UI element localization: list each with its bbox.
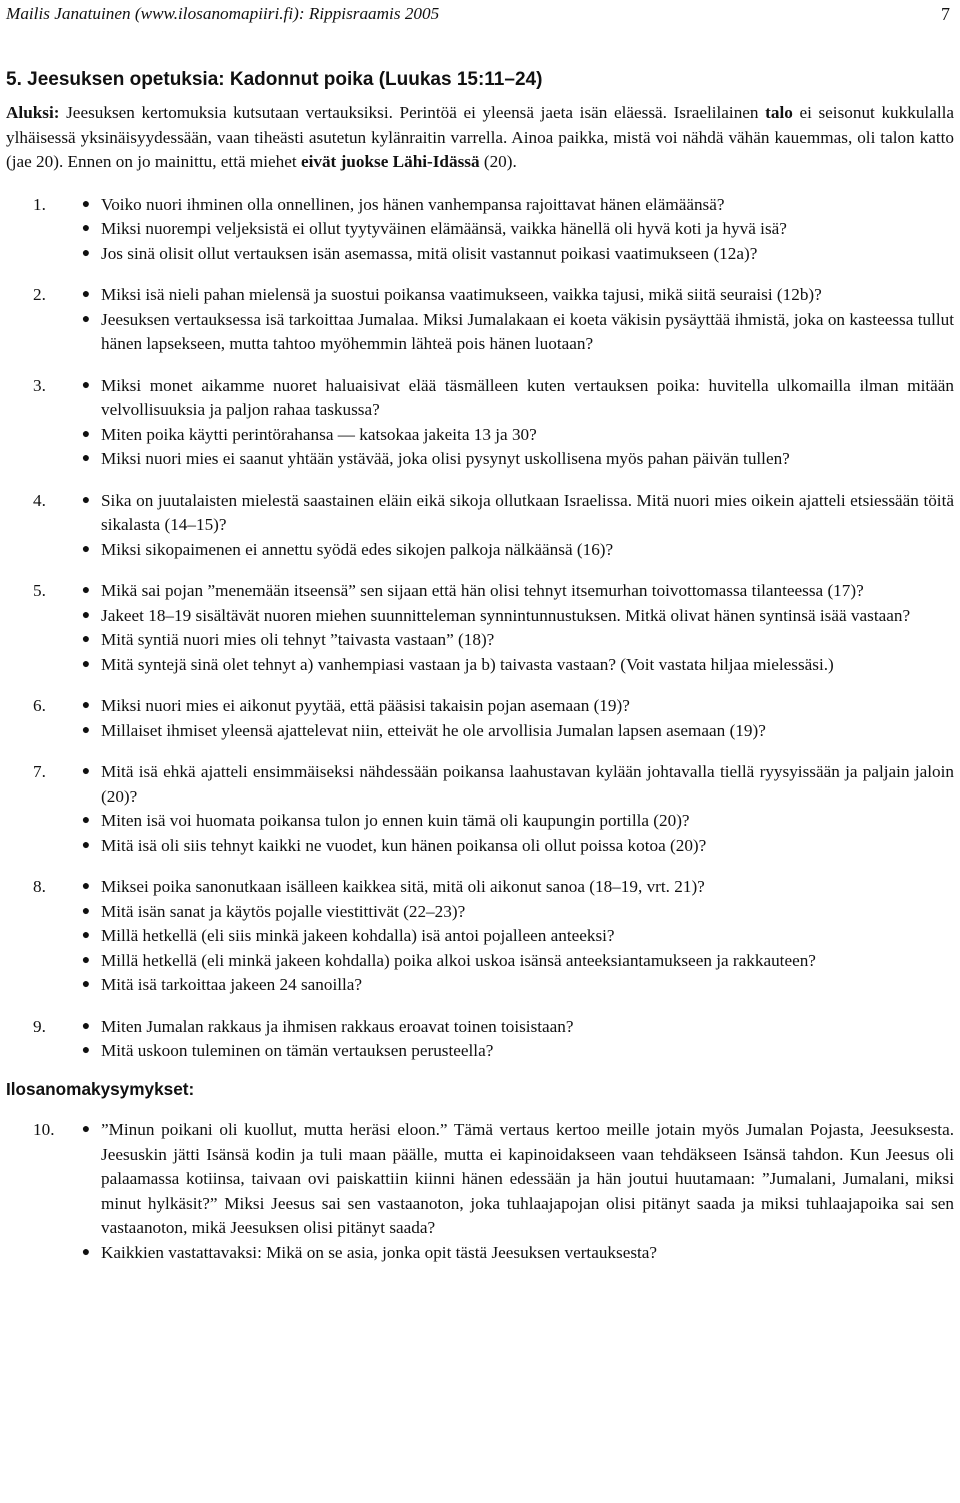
question-item [81,719,954,744]
bullet-icon: ● [81,764,91,779]
question-text: Mitä isä oli siis tehnyt kaikki ne vuodet, kun hänen poikansa oli ollut poissa kotoa (20)? [101,835,707,855]
question-group [6,374,954,472]
question-item [81,1241,954,1266]
question-text: Millä hetkellä (eli minkä jakeen kohdalla) poika alkoi uskoa isänsä anteeksiantamukseen ja rakkauteen? [101,950,816,970]
question-group [6,875,954,998]
intro-bold-2: eivät juokse Lähi-Idässä [300,152,480,171]
question-number: 7. [33,762,46,781]
question-item [81,283,954,308]
bullet-icon: ● [81,451,91,466]
intro-paragraph [6,101,954,175]
question-item [81,374,954,423]
section-title: 5. Jeesuksen opetuksia: Kadonnut poika (Luukas 15:11–24) [6,69,543,90]
question-text: Jeesuksen vertauksessa isä tarkoittaa Jumalaa. Miksi Jumalakaan ei koeta väkisin pysäyttää ihmistä, joka on kasteessa tullut hänen lapsekseen, mutta tahtoo myöhemmin lähteä pois hänen luotaan? [101,309,954,353]
question-group [6,193,954,267]
bullet-icon: ● [81,311,91,327]
question-list [81,283,954,357]
question-item [81,875,954,900]
question-item [81,760,954,809]
question-item [81,489,954,538]
question-item [81,1039,954,1064]
question-list [81,374,954,472]
question-item [81,579,954,604]
question-item [81,1015,954,1040]
question-text: Miten Jumalan rakkaus ja ihmisen rakkaus eroavat toinen toisistaan? [101,1016,574,1036]
bullet-icon: ● [81,1018,91,1034]
bullet-icon: ● [81,196,91,212]
question-list [81,694,954,743]
question-item [81,900,954,925]
question-text: Mitä isä tarkoittaa jakeen 24 sanoilla? [101,975,363,994]
bullet-icon: ● [81,245,91,261]
question-number: 10. [33,1120,55,1139]
bullet-icon: ● [81,287,91,302]
question-item [81,242,954,267]
question-number: 9. [33,1016,46,1036]
bullet-icon: ● [81,492,91,508]
question-text: Miksi monet aikamme nuoret haluaisivat elää täsmälleen kuten vertauksen poika: huvitella ulkomailla ilman mitään velvollisuuksia ja paljon rahaa taskussa? [101,375,954,419]
question-number: 8. [33,877,46,896]
bullet-icon: ● [81,977,91,992]
question-item [81,628,954,653]
bullet-icon: ● [81,221,91,236]
question-item [81,447,954,472]
question-number: 2. [33,285,46,304]
question-number: 3. [33,375,46,395]
question-text: Mitä uskoon tuleminen on tämän vertauksen perusteella? [101,1041,494,1060]
question-text: Mikä sai pojan ”menemään itseensä” sen sijaan että hän olisi tehnyt itsemurhan toivottomassa tilanteessa (17)? [101,581,864,600]
bullet-icon: ● [81,656,91,672]
question-group [6,1015,954,1064]
subheading: Ilosanomakysymykset: [6,1078,195,1099]
question-text: Miksi nuori mies ei saanut yhtään ystävää, joka olisi pysynyt uskollisena myös pahan päivän tullen? [101,449,790,468]
question-item [81,694,954,719]
question-number: 5. [33,581,46,600]
bullet-icon: ● [81,698,91,713]
question-item [81,809,954,834]
question-text: Miten isä voi huomata poikansa tulon jo ennen kuin tämä oli kaupungin portilla (20)? [101,811,690,830]
document-page [6,0,954,1265]
question-item [81,973,954,998]
question-group [6,694,954,743]
intro-lead: Aluksi: [6,103,60,122]
question-number: 1. [33,194,46,214]
question-text: Miksi nuorempi veljeksistä ei ollut tyytyväinen elämäänsä, vaikka hänellä oli hyvä koti ja hyvä isä? [101,219,787,238]
question-item [81,949,954,974]
intro-text-2: ei seisonut kukkulalla ylhäisessä yksinäisyydessään, vaan tiheästi asutetun kylänraitin varrella. Ainoa paikka, mistä voi nähdä vähän kauemmas, oli talon katto (jae 20). Ennen on jo mainittu, että miehet [6,103,955,171]
bullet-icon: ● [81,426,91,442]
final-question-group [6,1118,954,1265]
question-list [81,1118,954,1265]
running-header [6,2,954,26]
question-group [6,283,954,357]
question-group [6,1118,954,1265]
question-list [81,875,954,998]
question-list [81,579,954,677]
question-list [81,193,954,267]
bullet-icon: ● [81,583,91,598]
question-group [6,760,954,858]
question-number: 6. [33,696,46,715]
question-text: Miten poika käytti perintörahansa — katsokaa jakeita 13 ja 30? [101,424,537,444]
question-number: 4. [33,490,46,510]
question-item [81,193,954,218]
bullet-icon: ● [81,632,91,647]
question-list [81,760,954,858]
bullet-icon: ● [81,377,91,393]
question-text: Jos sinä olisit ollut vertauksen isän asemassa, mitä olisit vastannut poikasi vaatimukseen (12a)? [101,243,758,263]
bullet-icon: ● [81,903,91,919]
bullet-icon: ● [81,1244,91,1260]
question-item [81,834,954,859]
question-list [81,489,954,563]
bullet-icon: ● [81,837,91,853]
question-text: Mitä isä ehkä ajatteli ensimmäiseksi nähdessään poikansa laahustavan kylään johtavalla tiellä ryysyissään ja paljain jaloin (20)? [101,762,954,806]
bullet-icon: ● [81,541,91,557]
bullet-icon: ● [81,879,91,894]
question-text: Sika on juutalaisten mielestä saastainen eläin eikä sikoja ollutkaan Israelissa. Mitä nuori mies oikein ajatteli etsiessään töitä sikalasta (14–15)? [101,490,954,534]
question-item [81,423,954,448]
question-text: Millaiset ihmiset yleensä ajattelevat niin, etteivät he ole arvollisia Jumalan lapsen asemaan (19)? [101,720,766,740]
question-text: Jakeet 18–19 sisältävät nuoren miehen suunnitteleman synnintunnustuksen. Mitkä olivat hänen syntinsä isää vastaan? [101,605,911,625]
question-text: Miksei poika sanonutkaan isälleen kaikkea sitä, mitä oli aikonut sanoa (18–19, vrt. 21)? [101,877,705,896]
question-item [81,308,954,357]
bullet-icon: ● [81,607,91,623]
page-number: 7 [941,4,950,24]
bullet-icon: ● [81,1122,91,1137]
question-item [81,217,954,242]
question-item [81,924,954,949]
question-group [6,489,954,563]
question-text: Kaikkien vastattavaksi: Mikä on se asia, jonka opit tästä Jeesuksen vertauksesta? [101,1242,658,1262]
question-groups [6,193,954,1064]
question-item [81,1118,954,1241]
header-left-text: Mailis Janatuinen (www.ilosanomapiiri.fi): Rippisraamis 2005 [6,4,440,23]
question-list [81,1015,954,1064]
bullet-icon: ● [81,813,91,828]
question-text: ”Minun poikani oli kuollut, mutta heräsi eloon.” Tämä vertaus kertoo meille jotain myös Jumalan Pojasta, Jeesuksesta. Jeesuskin jätti Isänsä kodin ja tuli maan päälle, mutta ei kapinoidakseen vaan tehdäkseen Isänsä tahdon. Kun Jeesus oli palaamassa kotiinsa, taivaan ovi paiskattiin kiinni hänen edessään ja hän joutui huutamaan: ”Jumalani, Jumalani, miksi minut hylkäsit?” Miksi Jeesus sai sen vastaanoton, joka tuhlaajapojan olisi pitänyt saada ja miksi tuhlaajapoika sai sen vastaanoton, mikä Jeesuksen olisi pitänyt saada? [101,1120,954,1237]
bullet-icon: ● [81,722,91,738]
question-item [81,653,954,678]
question-text: Millä hetkellä (eli siis minkä jakeen kohdalla) isä antoi pojalleen anteeksi? [101,926,615,945]
question-text: Miksi sikopaimenen ei annettu syödä edes sikojen palkoja nälkäänsä (16)? [101,539,614,559]
question-text: Mitä syntiä nuori mies oli tehnyt ”taivasta vastaan” (18)? [101,630,495,649]
question-text: Mitä syntejä sinä olet tehnyt a) vanhempiasi vastaan ja b) taivasta vastaan? (Voit vastata hiljaa mielessäsi.) [101,654,834,674]
question-text: Miksi isä nieli pahan mielensä ja suostui poikansa vaatimukseen, vaikka tajusi, mikä siitä seuraisi (12b)? [101,285,822,304]
question-text: Mitä isän sanat ja käytös pojalle viestittivät (22–23)? [101,901,466,921]
intro-bold-1: talo [765,103,793,122]
question-text: Miksi nuori mies ei aikonut pyytää, että pääsisi takaisin pojan asemaan (19)? [101,696,630,715]
bullet-icon: ● [81,928,91,943]
question-text: Voiko nuori ihminen olla onnellinen, jos hänen vanhempansa rajoittavat hänen elämäänsä? [101,194,725,214]
question-item [81,604,954,629]
question-item [81,538,954,563]
bullet-icon: ● [81,1043,91,1058]
intro-text-3: (20). [479,152,517,171]
question-group [6,579,954,677]
bullet-icon: ● [81,952,91,968]
intro-text-1: Jeesuksen kertomuksia kutsutaan vertauksiksi. Perintöä ei yleensä jaeta isän eläessä. Israelilainen [59,103,766,122]
